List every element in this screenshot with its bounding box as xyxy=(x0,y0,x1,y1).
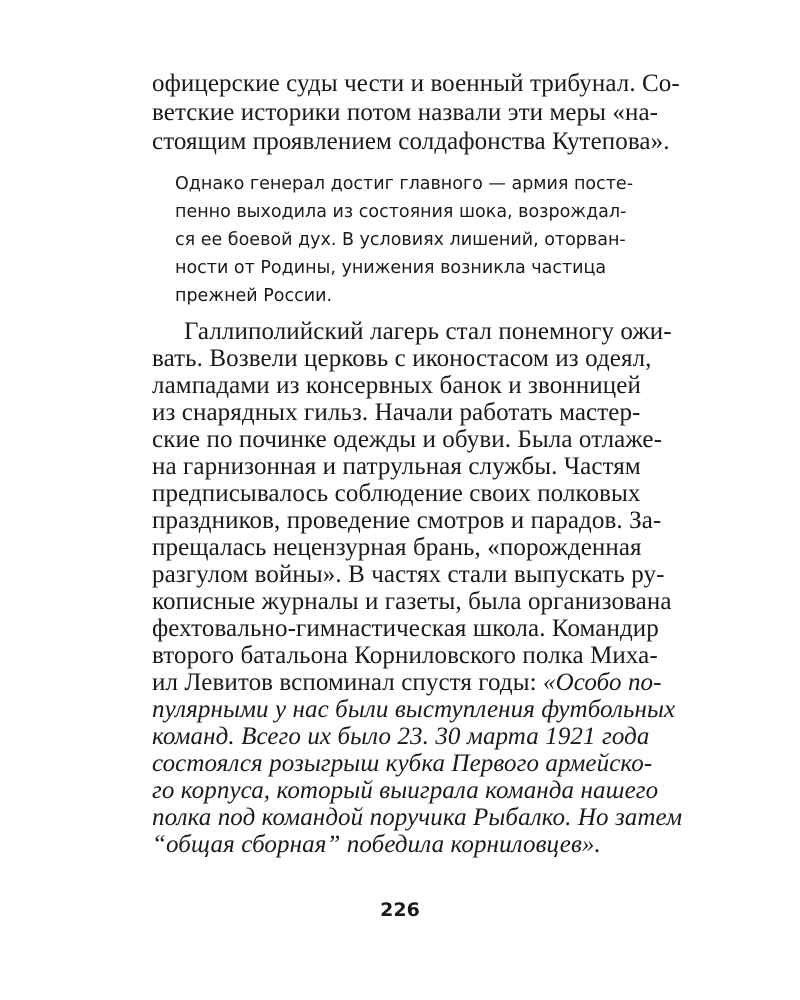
pull-quote-line: прежней России. xyxy=(175,286,333,306)
text-line xyxy=(152,669,662,696)
text-line: вать. Возвели церковь с иконостасом из одеял, xyxy=(152,345,652,372)
italic-quote-line: “общая сборная” победила корниловцев». xyxy=(152,831,601,858)
italic-quote-line: полка под командой поручика Рыбалко. Но затем xyxy=(152,804,683,831)
text-line: второго батальона Корниловского полка Миха- xyxy=(152,642,658,669)
italic-quote-line: команд. Всего их было 23. 30 марта 1921 года xyxy=(152,723,650,750)
text-line: лампадами из консервных банок и звонницей xyxy=(152,372,641,399)
pull-quote-line: пенно выходила из состояния шока, возрождал- xyxy=(175,202,627,222)
quote-start: «Особо по- xyxy=(543,669,662,696)
text-line: ветские историки потом назвали эти меры «на- xyxy=(152,99,659,126)
text-line: из снарядных гильз. Начали работать мастер- xyxy=(152,399,641,426)
text-line: Галлиполийский лагерь стал понемногу ожи- xyxy=(184,318,672,345)
italic-quote-line: состоялся розыгрыш кубка Первого армейско- xyxy=(152,750,653,777)
text-line: ские по починке одежды и обуви. Была отлаже- xyxy=(152,426,663,453)
text-line: разгулом войны». В частях стали выпускать ру- xyxy=(152,561,665,588)
text-line: фехтовально-гимнастическая школа. Командир xyxy=(152,615,659,642)
text-line-regular: ил Левитов вспоминал спустя годы: xyxy=(152,669,544,696)
pull-quote-line: ности от Родины, унижения возникла частица xyxy=(175,258,607,278)
text-line: офицерские суды чести и военный трибунал. Со- xyxy=(152,70,680,97)
italic-quote-line: пулярными у нас были выступления футбольных xyxy=(152,696,676,723)
text-line: прещалась нецензурная брань, «порожденная xyxy=(152,534,642,561)
page-number: 226 xyxy=(380,899,420,921)
text-line: кописные журналы и газеты, была организована xyxy=(152,588,672,615)
pull-quote-line: ся ее боевой дух. В условиях лишений, оторван- xyxy=(175,230,626,250)
text-line: предписывалось соблюдение своих полковых xyxy=(152,480,641,507)
text-line: праздников, проведение смотров и парадов. За- xyxy=(152,507,662,534)
italic-quote-line: го корпуса, который выиграла команда нашего xyxy=(152,777,659,804)
pull-quote-line: Однако генерал достиг главного — армия посте- xyxy=(175,174,634,194)
text-line: на гарнизонная и патрульная службы. Частям xyxy=(152,453,641,480)
text-line: стоящим проявлением солдафонства Кутепова». xyxy=(152,128,670,155)
